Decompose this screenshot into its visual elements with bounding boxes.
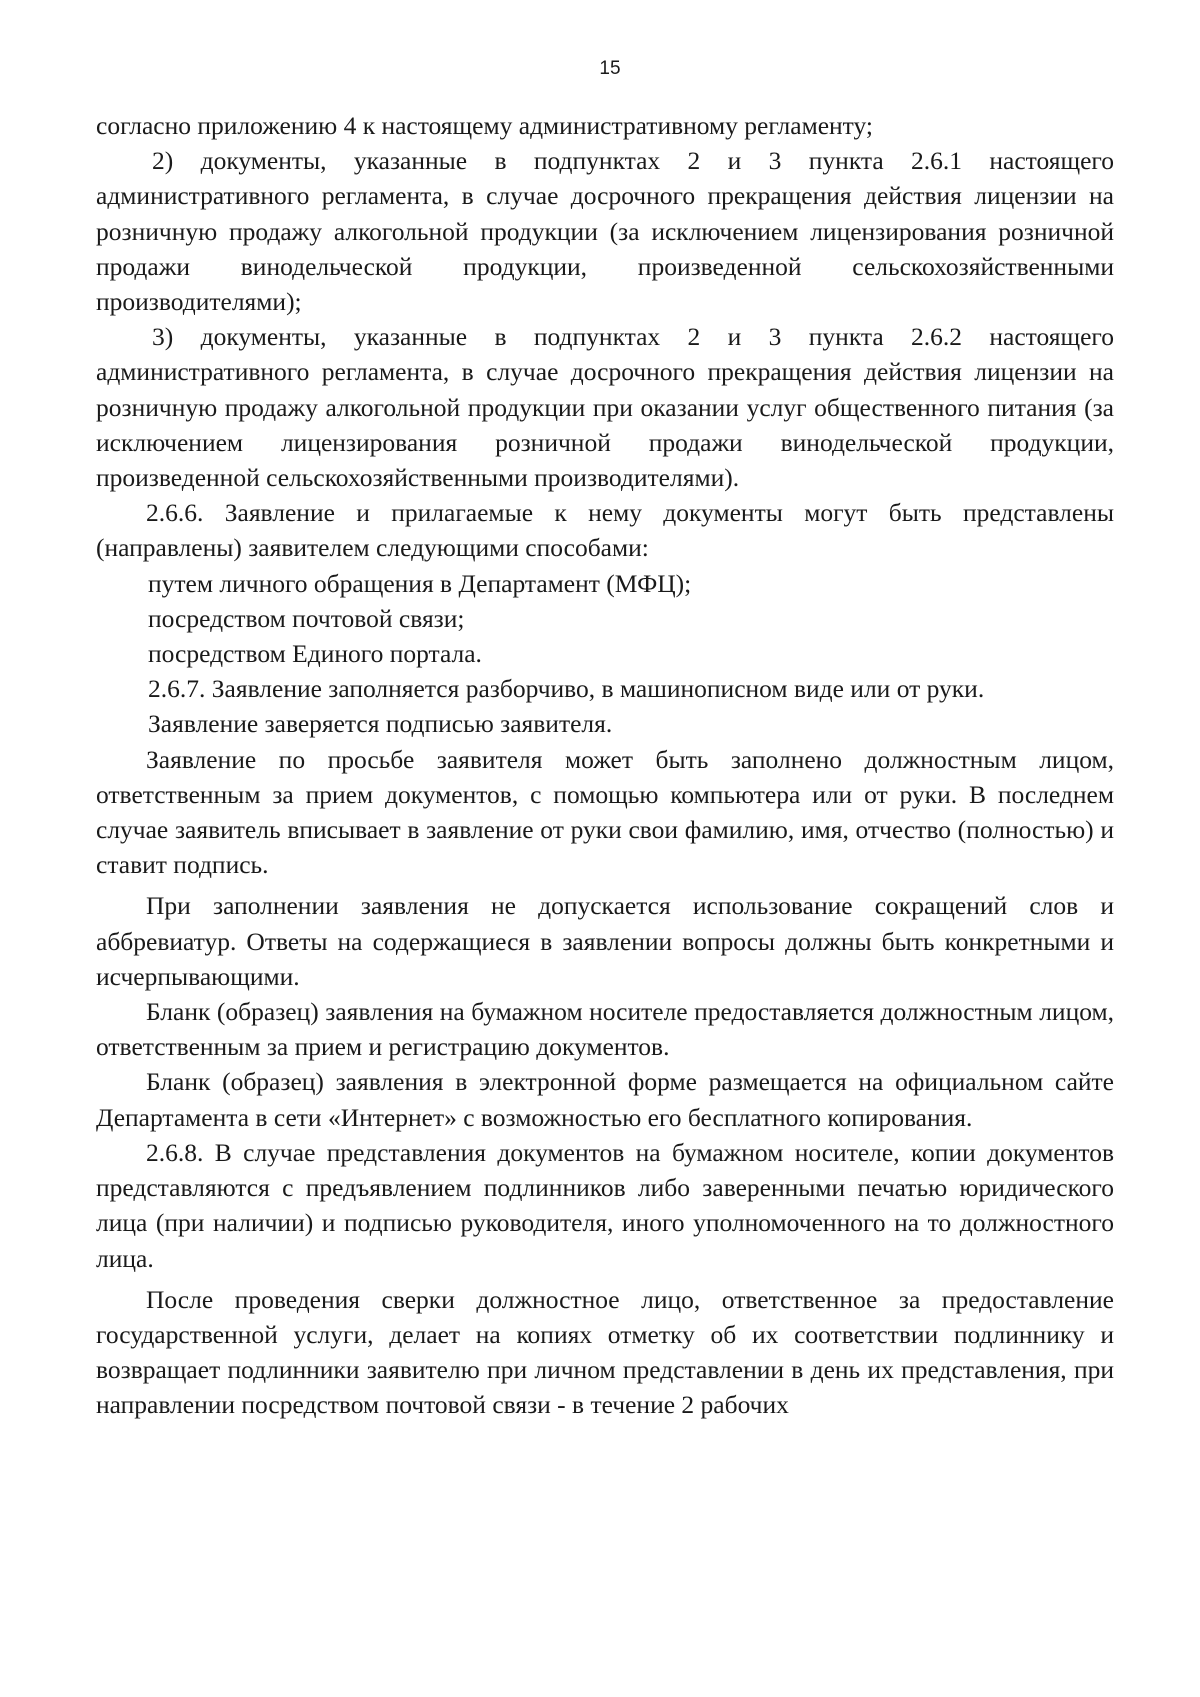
paragraph-signature: Заявление заверяется подписью заявителя. (148, 709, 613, 739)
paragraph-verification: После проведения сверки должностное лицо, ответственное за предоставление государственной услуги, делает на копиях отметку об их соответствии подлиннику и возвращает подлинники заявителю при личном представлении в день их представления, при направлении посредством почтовой связи - в течение 2 рабочих (96, 1284, 1114, 1420)
paragraph-filled-by-official: Заявление по просьбе заявителя может быть заполнено должностным лицом, ответственным за прием документов, с помощью компьютера или от руки. В последнем случае заявитель вписывает в заявление от руки свои фамилию, имя, отчество (полностью) и ставит подпись. (96, 744, 1114, 880)
paragraph-2-6-8: 2.6.8. В случае представления документов на бумажном носителе, копии документов представляются с предъявлением подлинников либо заверенными печатью юридического лица (при наличии) и подписью руководителя, иного уполномоченного на то должностного лица. (96, 1137, 1114, 1273)
method-portal: посредством Единого портала. (148, 639, 482, 669)
method-in-person: путем личного обращения в Департамент (МФЦ); (148, 568, 692, 598)
paragraph-electronic-form: Бланк (образец) заявления в электронной форме размещается на официальном сайте Департамента в сети «Интернет» с возможностью его бесплатного копирования. (96, 1067, 1114, 1132)
paragraph-item-3: 3) документы, указанные в подпунктах 2 и 3 пункта 2.6.2 настоящего административного регламента, в случае досрочного прекращения действия лицензии на розничную продажу алкогольной продукции при оказании услуг общественного питания (за исключением лицензирования розничной продажи винодельческой продукции, произведенной сельскохозяйственными производителями). (96, 322, 1114, 493)
paragraph-no-abbreviations: При заполнении заявления не допускается использование сокращений слов и аббревиатур. Ответы на содержащиеся в заявлении вопросы должны быть конкретными и исчерпывающими. (96, 891, 1114, 991)
paragraph-2-6-6: 2.6.6. Заявление и прилагаемые к нему документы могут быть представлены (направлены) заявителем следующими способами: (96, 498, 1114, 563)
method-post: посредством почтовой связи; (148, 603, 465, 633)
paragraph-continuation: согласно приложению 4 к настоящему административному регламенту; (96, 111, 873, 140)
document-body (96, 108, 1114, 1423)
paragraph-paper-form: Бланк (образец) заявления на бумажном носителе предоставляется должностным лицом, ответственным за прием и регистрацию документов. (96, 997, 1114, 1062)
paragraph-2-6-7: 2.6.7. Заявление заполняется разборчиво, в машинописном виде или от руки. (148, 674, 985, 704)
page-number: 15 (599, 58, 621, 79)
paragraph-item-2: 2) документы, указанные в подпунктах 2 и 3 пункта 2.6.1 настоящего административного регламента, в случае досрочного прекращения действия лицензии на розничную продажу алкогольной продукции (за исключением лицензирования розничной продажи винодельческой продукции, произведенной сельскохозяйственными производителями); (96, 146, 1114, 317)
